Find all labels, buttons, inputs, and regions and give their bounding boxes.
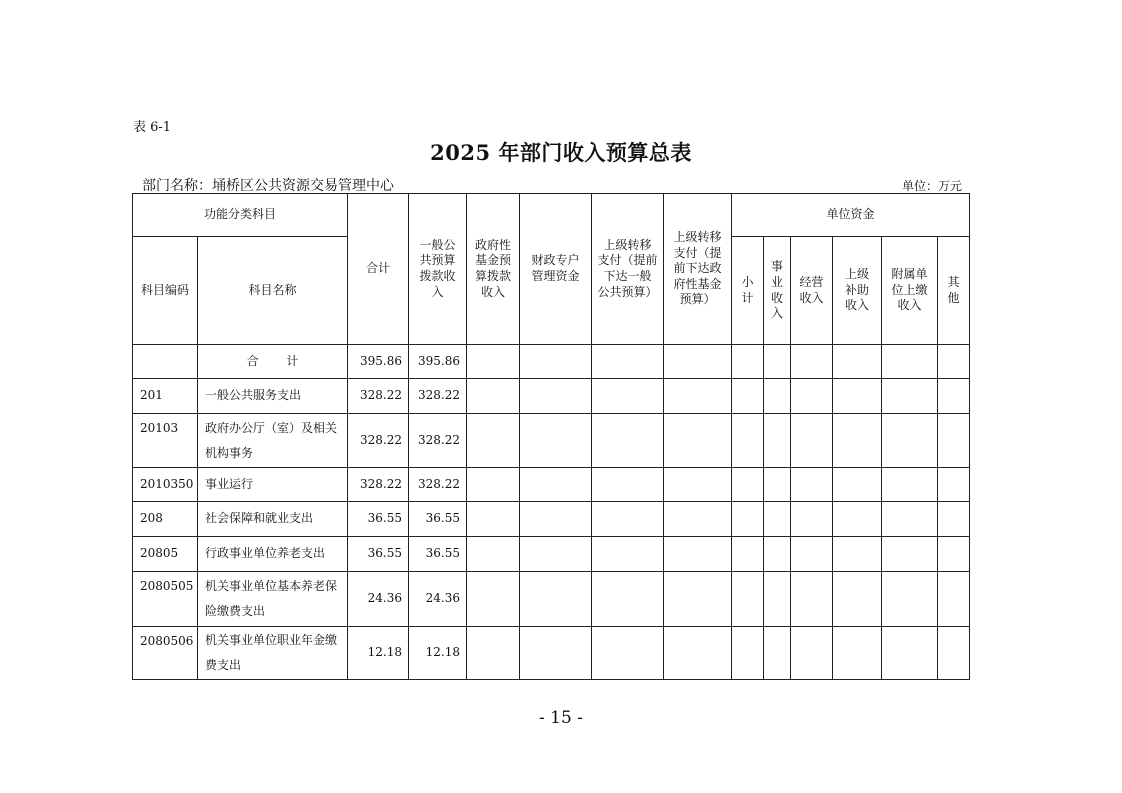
table-cell xyxy=(764,379,791,414)
row-code: 2010350 xyxy=(133,468,198,502)
table-cell xyxy=(664,627,732,680)
table-cell xyxy=(882,502,938,537)
row-general: 36.55 xyxy=(409,537,467,572)
table-number: 表 6-1 xyxy=(133,120,172,135)
transfer-fund-header: 上级转移 支付（提 前下达政 府性基金 预算） xyxy=(664,194,732,345)
subsidy-income-header: 上级 补助 收入 xyxy=(833,237,882,345)
table-cell xyxy=(467,379,520,414)
row-name: 机关事业单位职业年金缴费支出 xyxy=(198,627,348,680)
table-cell xyxy=(664,414,732,468)
unit-label: 单位：万元 xyxy=(902,179,963,193)
table-cell xyxy=(520,627,592,680)
table-cell xyxy=(791,345,833,379)
table-cell xyxy=(592,414,664,468)
table-cell xyxy=(520,572,592,627)
table-cell xyxy=(732,468,764,502)
table-cell xyxy=(664,379,732,414)
total-row-general: 395.86 xyxy=(409,345,467,379)
table-cell xyxy=(764,468,791,502)
table-cell xyxy=(764,414,791,468)
table-cell xyxy=(732,502,764,537)
table-cell xyxy=(520,468,592,502)
table-cell xyxy=(520,537,592,572)
page-title: 2025 年部门收入预算总表 xyxy=(430,140,692,165)
table-cell xyxy=(833,502,882,537)
row-name: 一般公共服务支出 xyxy=(198,379,348,414)
table-cell xyxy=(882,379,938,414)
table-cell xyxy=(764,502,791,537)
table-cell xyxy=(791,502,833,537)
row-code: 20103 xyxy=(133,414,198,468)
row-code: 201 xyxy=(133,379,198,414)
table-cell xyxy=(833,414,882,468)
table-cell xyxy=(882,572,938,627)
row-total: 328.22 xyxy=(348,468,409,502)
row-code: 20805 xyxy=(133,537,198,572)
row-general: 328.22 xyxy=(409,414,467,468)
table-cell xyxy=(791,379,833,414)
table-cell xyxy=(133,345,198,379)
page-number: - 15 - xyxy=(539,708,583,728)
table-cell xyxy=(938,572,970,627)
row-general: 328.22 xyxy=(409,379,467,414)
business-income-header: 事 业 收 入 xyxy=(764,237,791,345)
table-cell xyxy=(520,502,592,537)
row-total: 328.22 xyxy=(348,414,409,468)
table-cell xyxy=(592,468,664,502)
row-name: 事业运行 xyxy=(198,468,348,502)
special-account-header: 财政专户 管理资金 xyxy=(520,194,592,345)
table-row xyxy=(133,379,970,414)
table-cell xyxy=(592,537,664,572)
row-general: 36.55 xyxy=(409,502,467,537)
header-row-1 xyxy=(133,194,970,237)
code-header: 科目编码 xyxy=(133,237,198,345)
table-cell xyxy=(732,572,764,627)
general-budget-header: 一般公 共预算 拨款收 入 xyxy=(409,194,467,345)
row-total: 36.55 xyxy=(348,537,409,572)
row-code: 2080505 xyxy=(133,572,198,627)
total-row xyxy=(133,345,970,379)
table-cell xyxy=(664,572,732,627)
table-cell xyxy=(882,414,938,468)
table-row xyxy=(133,627,970,680)
table-cell xyxy=(732,379,764,414)
table-cell xyxy=(791,537,833,572)
row-total: 328.22 xyxy=(348,379,409,414)
row-general: 328.22 xyxy=(409,468,467,502)
table-cell xyxy=(833,572,882,627)
table-cell xyxy=(664,502,732,537)
budget-table xyxy=(132,193,970,680)
table-cell xyxy=(938,379,970,414)
table-cell xyxy=(791,468,833,502)
table-cell xyxy=(732,414,764,468)
other-header: 其 他 xyxy=(938,237,970,345)
table-cell xyxy=(592,627,664,680)
table-cell xyxy=(791,627,833,680)
table-cell xyxy=(664,345,732,379)
table-cell xyxy=(467,502,520,537)
table-cell xyxy=(520,379,592,414)
table-cell xyxy=(520,414,592,468)
row-total: 12.18 xyxy=(348,627,409,680)
table-row xyxy=(133,572,970,627)
table-cell xyxy=(592,345,664,379)
table-cell xyxy=(664,537,732,572)
gov-fund-header: 政府性 基金预 算拨款 收入 xyxy=(467,194,520,345)
table-cell xyxy=(467,468,520,502)
table-cell xyxy=(592,379,664,414)
table-cell xyxy=(467,572,520,627)
table-cell xyxy=(938,502,970,537)
table-cell xyxy=(833,379,882,414)
row-code: 2080506 xyxy=(133,627,198,680)
table-cell xyxy=(882,627,938,680)
table-cell xyxy=(833,468,882,502)
table-cell xyxy=(938,345,970,379)
table-cell xyxy=(732,627,764,680)
func-class-header: 功能分类科目 xyxy=(133,194,348,237)
table-cell xyxy=(592,572,664,627)
table-cell xyxy=(791,572,833,627)
table-cell xyxy=(833,537,882,572)
unit-funds-header: 单位资金 xyxy=(732,194,970,237)
table-cell xyxy=(938,468,970,502)
table-cell xyxy=(732,345,764,379)
table-cell xyxy=(938,627,970,680)
table-row xyxy=(133,537,970,572)
table-cell xyxy=(732,537,764,572)
table-cell xyxy=(467,537,520,572)
table-cell xyxy=(764,345,791,379)
row-name: 行政事业单位养老支出 xyxy=(198,537,348,572)
table-cell xyxy=(520,345,592,379)
table-cell xyxy=(791,414,833,468)
row-total: 24.36 xyxy=(348,572,409,627)
row-general: 24.36 xyxy=(409,572,467,627)
row-name: 政府办公厅（室）及相关机构事务 xyxy=(198,414,348,468)
total-header: 合计 xyxy=(348,194,409,345)
table-cell xyxy=(938,537,970,572)
table-row xyxy=(133,414,970,468)
table-row xyxy=(133,502,970,537)
table-cell xyxy=(467,345,520,379)
table-cell xyxy=(764,537,791,572)
transfer-general-header: 上级转移 支付（提前 下达一般 公共预算） xyxy=(592,194,664,345)
row-name: 社会保障和就业支出 xyxy=(198,502,348,537)
subtotal-header: 小 计 xyxy=(732,237,764,345)
table-cell xyxy=(467,627,520,680)
table-cell xyxy=(592,502,664,537)
table-cell xyxy=(882,345,938,379)
table-cell xyxy=(833,345,882,379)
table-cell xyxy=(833,627,882,680)
table-cell xyxy=(882,468,938,502)
table-cell xyxy=(938,414,970,468)
table-cell xyxy=(882,537,938,572)
total-row-total: 395.86 xyxy=(348,345,409,379)
name-header: 科目名称 xyxy=(198,237,348,345)
row-general: 12.18 xyxy=(409,627,467,680)
total-row-label: 合 计 xyxy=(198,345,348,379)
row-total: 36.55 xyxy=(348,502,409,537)
table-row xyxy=(133,468,970,502)
table-cell xyxy=(664,468,732,502)
department-name: 部门名称：埇桥区公共资源交易管理中心 xyxy=(142,178,394,194)
table-cell xyxy=(764,572,791,627)
operating-income-header: 经营 收入 xyxy=(791,237,833,345)
row-name: 机关事业单位基本养老保险缴费支出 xyxy=(198,572,348,627)
table-cell xyxy=(764,627,791,680)
table-cell xyxy=(467,414,520,468)
affiliated-income-header: 附属单 位上缴 收入 xyxy=(882,237,938,345)
row-code: 208 xyxy=(133,502,198,537)
